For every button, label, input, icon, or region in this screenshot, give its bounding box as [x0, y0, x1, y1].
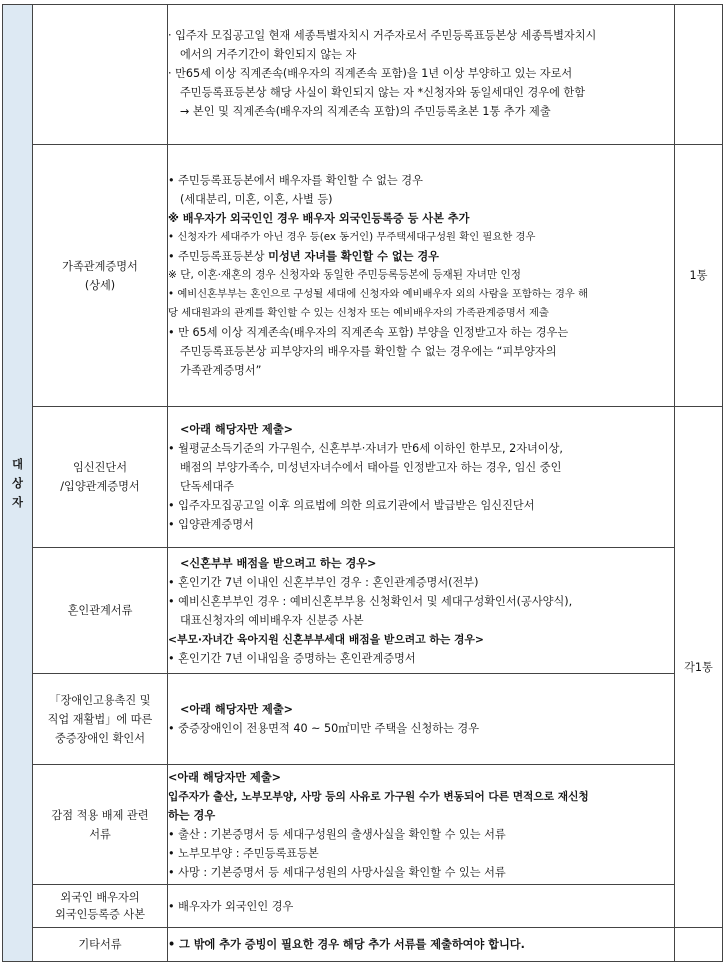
table-row — [3, 548, 723, 674]
content-line: → 본인 및 직계존속(배우자의 직계존속 포함)의 주민등록초본 1통 추가 제출 — [180, 105, 551, 118]
table-row — [3, 5, 723, 145]
row-content — [168, 407, 675, 548]
content-line: 에서의 거주기간이 확인되지 않는 자 — [180, 48, 357, 61]
content-line: 단독세대주 — [180, 480, 235, 493]
content-line: 가족관계증명서” — [180, 364, 262, 377]
content-line: <아래 해당자만 제출> — [168, 770, 281, 784]
content-line: · 입주자 모집공고일 현재 세종특별자치시 거주자로서 주민등록표등본상 세종특별자치시 — [168, 29, 597, 42]
table-row — [3, 674, 723, 765]
content-line: • 만 65세 이상 직계존속(배우자의 직계존속 포함) 부양을 인정받고자 하는 경우는 — [168, 326, 569, 339]
row-label: 외국인 배우자의 외국인등록증 사본 — [33, 885, 168, 928]
row-label: 「장애인고용촉진 및 직업 재활법」에 따른 중증장애인 확인서 — [33, 674, 168, 765]
content-line: • 입주자모집공고일 이후 의료법에 의한 의료기관에서 발급받은 임신진단서 — [168, 499, 535, 512]
row-content — [168, 548, 675, 674]
content-line: <신혼부부 배점을 받으려고 하는 경우> — [180, 556, 377, 570]
row-content — [168, 5, 675, 145]
row-count: 각1통 — [675, 407, 723, 928]
content-line: • 월평균소득기준의 가구원수, 신혼부부·자녀가 만6세 이하인 한부모, 2자녀이상, — [168, 442, 563, 455]
content-line: 입주자가 출산, 노부모부양, 사망 등의 사유로 가구원 수가 변동되어 다른 면적으로 재신청 — [168, 789, 589, 803]
content-line: • 사망 : 기본증명서 등 세대구성원의 사망사실을 확인할 수 있는 서류 — [168, 865, 506, 879]
sidebar-char: 자 — [12, 495, 23, 509]
row-content — [168, 674, 675, 765]
row-label — [33, 5, 168, 145]
content-line: • 신청자가 세대주가 아닌 경우 등(ex 동거인) 무주택세대구성원 확인 필요한 경우 — [168, 231, 536, 243]
content-line: • 입양관계증명서 — [168, 518, 254, 531]
content-line: 주민등록표등본상 피부양자의 배우자를 확인할 수 없는 경우에는 “피부양자의 — [180, 345, 557, 358]
content-text: • 주민등록표등본상 — [168, 250, 269, 263]
target-sidebar — [3, 5, 33, 962]
content-line: 하는 경우 — [168, 808, 216, 822]
content-line: • 혼인기간 7년 이내인 신혼부부인 경우 : 혼인관계증명서(전부) — [168, 575, 479, 589]
row-count — [675, 928, 723, 962]
sidebar-char: 상 — [12, 476, 23, 490]
content-line: 당 세대원과의 관계를 확인할 수 있는 신청자 또는 예비배우자의 가족관계증명서 제출 — [168, 307, 549, 319]
content-line: • 중증장애인이 전용면적 40 ~ 50㎡미만 주택을 신청하는 경우 — [168, 722, 480, 735]
row-content — [168, 145, 675, 407]
content-line: ※ 배우자가 외국인인 경우 배우자 외국인등록증 등 사본 추가 — [168, 212, 470, 225]
content-line: • 혼인기간 7년 이내임을 증명하는 혼인관계증명서 — [168, 651, 416, 665]
row-label: 임신진단서 /입양관계증명서 — [33, 407, 168, 548]
content-line: • 배우자가 외국인인 경우 — [168, 899, 294, 913]
content-line: (세대분리, 미혼, 이혼, 사별 등) — [180, 193, 333, 206]
row-content — [168, 765, 675, 885]
content-line: • 그 밖에 추가 증빙이 필요한 경우 해당 추가 서류를 제출하여야 합니다. — [168, 938, 525, 951]
row-content — [168, 928, 675, 962]
content-line: · 만65세 이상 직계존속(배우자의 직계존속 포함)을 1년 이상 부양하고 있는 자로서 — [168, 67, 573, 80]
content-line: • 예비신혼부부인 경우 : 예비신혼부부용 신청확인서 및 세대구성확인서(공사양식), — [168, 594, 573, 608]
row-label: 혼인관계서류 — [33, 548, 168, 674]
table-row — [3, 928, 723, 962]
content-line: <아래 해당자만 제출> — [180, 703, 293, 716]
row-label: 기타서류 — [33, 928, 168, 962]
content-line: • 출산 : 기본증명서 등 세대구성원의 출생사실을 확인할 수 있는 서류 — [168, 827, 506, 841]
row-content — [168, 885, 675, 928]
content-line: <부모·자녀간 육아지원 신혼부부세대 배점을 받으려고 하는 경우> — [168, 632, 484, 646]
row-count: 1통 — [675, 145, 723, 407]
content-line — [168, 247, 674, 266]
table-row — [3, 407, 723, 548]
table-row — [3, 885, 723, 928]
content-line: ※ 단, 이혼·재혼의 경우 신청자와 동일한 주민등록등본에 등재된 자녀만 인정 — [168, 269, 521, 281]
content-line: 배점의 부양가족수, 미성년자녀수에서 태아를 인정받고자 하는 경우, 임신 중인 — [180, 461, 562, 474]
content-line: • 예비신혼부부는 혼인으로 구성될 세대에 신청자와 예비배우자 외의 사람을 포함하는 경우 해 — [168, 288, 589, 300]
content-line: <아래 해당자만 제출> — [180, 423, 293, 436]
sidebar-char: 대 — [12, 457, 23, 471]
row-label: 감점 적용 배제 관련 서류 — [33, 765, 168, 885]
documents-table — [2, 4, 723, 962]
content-text-bold: 미성년 자녀를 확인할 수 없는 경우 — [268, 250, 439, 263]
table-row — [3, 765, 723, 885]
content-line: 대표신청자의 예비배우자 신분증 사본 — [180, 613, 364, 627]
content-line: • 주민등록표등본에서 배우자를 확인할 수 없는 경우 — [168, 174, 423, 187]
table-row — [3, 145, 723, 407]
row-label: 가족관계증명서 (상세) — [33, 145, 168, 407]
content-line: • 노부모부양 : 주민등록표등본 — [168, 846, 319, 860]
content-line: 주민등록표등본상 해당 사실이 확인되지 않는 자 *신청자와 동일세대인 경우에 한함 — [180, 86, 586, 99]
row-count — [675, 5, 723, 145]
